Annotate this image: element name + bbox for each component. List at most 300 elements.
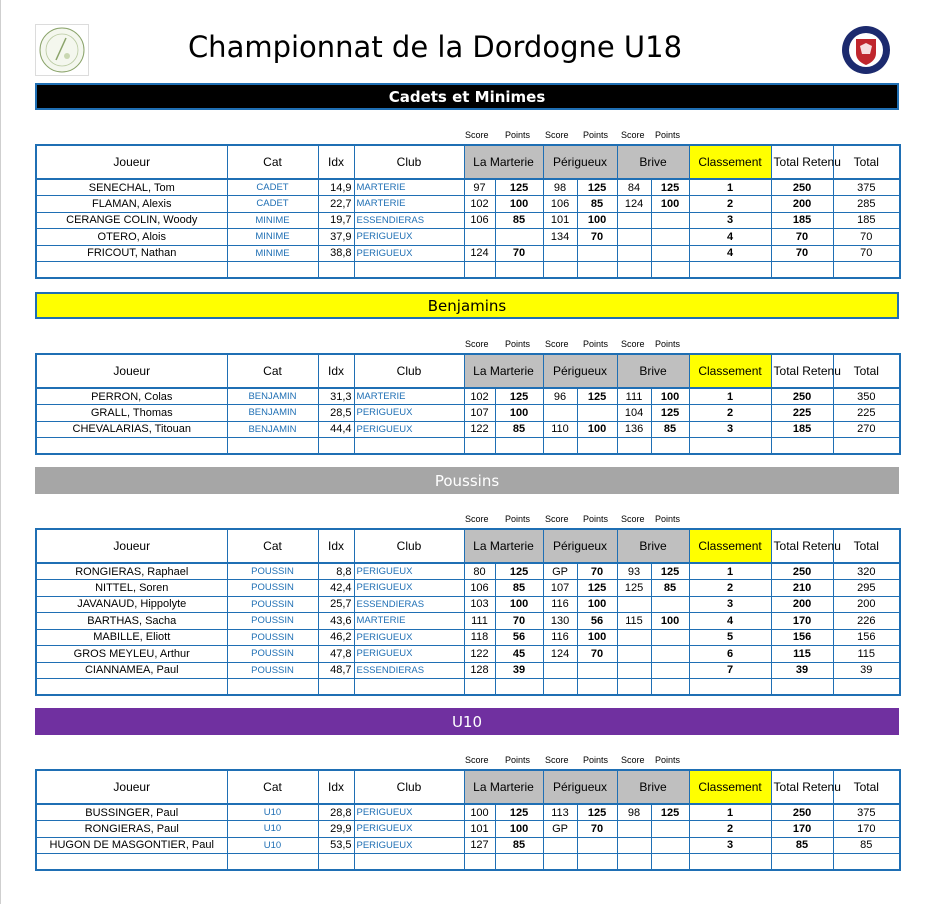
- cell-club: ESSENDIERAS: [354, 662, 464, 679]
- empty-cell: [495, 438, 543, 455]
- cell-index: 53,5: [318, 837, 354, 854]
- column-header-venue1: La Marterie: [464, 770, 543, 804]
- column-header-idx: Idx: [318, 145, 354, 179]
- cell-category: CADET: [227, 179, 318, 196]
- empty-cell: [833, 438, 900, 455]
- cell-total: 226: [833, 613, 900, 630]
- cell-perigueux-score: 116: [543, 629, 577, 646]
- empty-cell: [771, 679, 833, 696]
- table-row: [36, 196, 900, 213]
- cell-marterie-points: 85: [495, 580, 543, 597]
- cell-perigueux-score: 134: [543, 229, 577, 246]
- cell-marterie-points: 100: [495, 821, 543, 838]
- column-header-venue2: Périgueux: [543, 145, 617, 179]
- cell-perigueux-score: [543, 662, 577, 679]
- cell-marterie-points: 100: [495, 196, 543, 213]
- cell-total-retained: 156: [771, 629, 833, 646]
- cell-club: PERIGUEUX: [354, 580, 464, 597]
- cell-player-name: MABILLE, Eliott: [36, 629, 227, 646]
- cell-category: POUSSIN: [227, 662, 318, 679]
- cell-perigueux-score: 130: [543, 613, 577, 630]
- cell-ranking: 3: [689, 421, 771, 438]
- cell-total: 375: [833, 179, 900, 196]
- cell-brive-points: [651, 596, 689, 613]
- table-row: [36, 837, 900, 854]
- table-row: [36, 212, 900, 229]
- empty-cell: [689, 679, 771, 696]
- column-header-classement: Classement: [689, 770, 771, 804]
- empty-cell: [651, 679, 689, 696]
- cell-club: PERIGUEUX: [354, 804, 464, 821]
- subheader-label: Score: [621, 339, 645, 349]
- empty-cell: [227, 438, 318, 455]
- empty-cell: [354, 262, 464, 279]
- empty-cell: [227, 262, 318, 279]
- cell-perigueux-score: [543, 245, 577, 262]
- cell-category: MINIME: [227, 212, 318, 229]
- cell-category: CADET: [227, 196, 318, 213]
- empty-cell: [651, 262, 689, 279]
- empty-cell: [36, 679, 227, 696]
- cell-perigueux-score: 98: [543, 179, 577, 196]
- cell-perigueux-score: [543, 837, 577, 854]
- empty-cell: [617, 679, 651, 696]
- cell-ranking: 6: [689, 646, 771, 663]
- table-row: [36, 662, 900, 679]
- empty-cell: [577, 438, 617, 455]
- column-header-idx: Idx: [318, 354, 354, 388]
- cell-index: 42,4: [318, 580, 354, 597]
- cell-marterie-points: 56: [495, 629, 543, 646]
- cell-total-retained: 210: [771, 580, 833, 597]
- table-row: [36, 388, 900, 405]
- column-header-joueur: Joueur: [36, 145, 227, 179]
- results-table: [35, 528, 901, 696]
- cell-perigueux-score: 116: [543, 596, 577, 613]
- cell-brive-score: 136: [617, 421, 651, 438]
- empty-cell: [771, 262, 833, 279]
- cell-marterie-points: [495, 229, 543, 246]
- table-row: [36, 245, 900, 262]
- cell-marterie-points: 85: [495, 837, 543, 854]
- column-header-venue3: Brive: [617, 145, 689, 179]
- empty-cell: [495, 679, 543, 696]
- cell-total: 70: [833, 245, 900, 262]
- cell-total-retained: 250: [771, 563, 833, 580]
- cell-player-name: OTERO, Alois: [36, 229, 227, 246]
- empty-cell: [354, 854, 464, 871]
- cell-total-retained: 200: [771, 196, 833, 213]
- empty-cell: [464, 262, 495, 279]
- cell-marterie-score: 80: [464, 563, 495, 580]
- results-table: [35, 769, 901, 871]
- cell-player-name: PERRON, Colas: [36, 388, 227, 405]
- cell-category: U10: [227, 821, 318, 838]
- column-header-club: Club: [354, 354, 464, 388]
- subheader-label: Score: [621, 130, 645, 140]
- cell-total-retained: 39: [771, 662, 833, 679]
- cell-perigueux-points: 85: [577, 196, 617, 213]
- cell-player-name: RONGIERAS, Raphael: [36, 563, 227, 580]
- cell-player-name: BARTHAS, Sacha: [36, 613, 227, 630]
- subheader-label: Score: [545, 130, 569, 140]
- cell-player-name: FRICOUT, Nathan: [36, 245, 227, 262]
- cell-total: 115: [833, 646, 900, 663]
- cell-brive-score: 93: [617, 563, 651, 580]
- cell-marterie-score: 118: [464, 629, 495, 646]
- cell-club: ESSENDIERAS: [354, 212, 464, 229]
- empty-cell: [318, 262, 354, 279]
- cell-perigueux-points: [577, 405, 617, 422]
- cell-total: 375: [833, 804, 900, 821]
- cell-category: POUSSIN: [227, 580, 318, 597]
- column-header-venue3: Brive: [617, 354, 689, 388]
- subheader-label: Points: [583, 130, 609, 140]
- empty-cell: [227, 679, 318, 696]
- results-table: [35, 144, 901, 279]
- column-header-cat: Cat: [227, 529, 318, 563]
- cell-category: POUSSIN: [227, 613, 318, 630]
- cell-total: 225: [833, 405, 900, 422]
- cell-marterie-score: 100: [464, 804, 495, 821]
- cell-index: 43,6: [318, 613, 354, 630]
- subheader-label: Score: [545, 339, 569, 349]
- cell-brive-score: 98: [617, 804, 651, 821]
- section-0: [35, 83, 899, 279]
- empty-row: [36, 438, 900, 455]
- cell-total: 200: [833, 596, 900, 613]
- section-3: [35, 708, 899, 871]
- column-header-classement: Classement: [689, 145, 771, 179]
- cell-marterie-score: 127: [464, 837, 495, 854]
- table-row: [36, 580, 900, 597]
- cell-perigueux-points: 125: [577, 580, 617, 597]
- empty-cell: [318, 854, 354, 871]
- cell-category: POUSSIN: [227, 629, 318, 646]
- column-header-venue2: Périgueux: [543, 770, 617, 804]
- cell-brive-points: [651, 821, 689, 838]
- subheader-label: Points: [655, 755, 681, 765]
- column-header-club: Club: [354, 145, 464, 179]
- empty-cell: [464, 854, 495, 871]
- empty-cell: [833, 854, 900, 871]
- section-banner: Poussins: [35, 467, 899, 494]
- cell-index: 44,4: [318, 421, 354, 438]
- cell-perigueux-points: 125: [577, 804, 617, 821]
- cell-brive-points: 100: [651, 388, 689, 405]
- column-header-total: Total: [833, 354, 900, 388]
- cell-player-name: CERANGE COLIN, Woody: [36, 212, 227, 229]
- cell-perigueux-points: [577, 837, 617, 854]
- cell-total-retained: 200: [771, 596, 833, 613]
- cell-club: PERIGUEUX: [354, 245, 464, 262]
- cell-total: 39: [833, 662, 900, 679]
- cell-brive-points: [651, 245, 689, 262]
- empty-cell: [318, 679, 354, 696]
- cell-category: POUSSIN: [227, 646, 318, 663]
- cell-club: PERIGUEUX: [354, 821, 464, 838]
- cell-perigueux-points: 100: [577, 421, 617, 438]
- cell-index: 28,5: [318, 405, 354, 422]
- cell-total: 70: [833, 229, 900, 246]
- column-header-total-retenu: Total Retenu: [771, 354, 833, 388]
- section-banner: Cadets et Minimes: [35, 83, 899, 110]
- cell-brive-points: 85: [651, 580, 689, 597]
- column-header-idx: Idx: [318, 529, 354, 563]
- cell-category: BENJAMIN: [227, 388, 318, 405]
- cell-ranking: 2: [689, 580, 771, 597]
- empty-cell: [617, 854, 651, 871]
- cell-player-name: SENECHAL, Tom: [36, 179, 227, 196]
- cell-perigueux-points: 56: [577, 613, 617, 630]
- cell-club: PERIGUEUX: [354, 405, 464, 422]
- column-header-venue2: Périgueux: [543, 354, 617, 388]
- cell-total: 320: [833, 563, 900, 580]
- cell-perigueux-score: 101: [543, 212, 577, 229]
- table-row: [36, 596, 900, 613]
- cell-club: ESSENDIERAS: [354, 596, 464, 613]
- cell-marterie-points: 100: [495, 596, 543, 613]
- cell-category: MINIME: [227, 245, 318, 262]
- cell-club: PERIGUEUX: [354, 563, 464, 580]
- empty-cell: [464, 679, 495, 696]
- empty-cell: [617, 438, 651, 455]
- cell-perigueux-points: 125: [577, 388, 617, 405]
- cell-ranking: 2: [689, 821, 771, 838]
- cell-ranking: 2: [689, 405, 771, 422]
- cell-total-retained: 185: [771, 212, 833, 229]
- column-header-idx: Idx: [318, 770, 354, 804]
- cell-total: 285: [833, 196, 900, 213]
- cell-total: 350: [833, 388, 900, 405]
- cell-marterie-points: 85: [495, 212, 543, 229]
- subheader-label: Score: [465, 339, 489, 349]
- empty-cell: [689, 262, 771, 279]
- empty-cell: [543, 854, 577, 871]
- results-table: [35, 353, 901, 455]
- cell-index: 31,3: [318, 388, 354, 405]
- cell-ranking: 2: [689, 196, 771, 213]
- cell-marterie-points: 45: [495, 646, 543, 663]
- cell-ranking: 7: [689, 662, 771, 679]
- column-header-total-retenu: Total Retenu: [771, 145, 833, 179]
- column-header-cat: Cat: [227, 354, 318, 388]
- score-points-subheader: [35, 514, 899, 528]
- column-header-classement: Classement: [689, 529, 771, 563]
- cell-marterie-points: 125: [495, 388, 543, 405]
- empty-cell: [543, 262, 577, 279]
- cell-total: 170: [833, 821, 900, 838]
- subheader-label: Score: [621, 755, 645, 765]
- cell-marterie-score: 103: [464, 596, 495, 613]
- column-header-venue1: La Marterie: [464, 529, 543, 563]
- empty-cell: [354, 438, 464, 455]
- cell-total-retained: 115: [771, 646, 833, 663]
- cell-brive-points: [651, 629, 689, 646]
- column-header-club: Club: [354, 529, 464, 563]
- cell-total: 85: [833, 837, 900, 854]
- empty-row: [36, 262, 900, 279]
- header-row: [36, 529, 900, 563]
- cell-index: 46,2: [318, 629, 354, 646]
- empty-cell: [651, 854, 689, 871]
- cell-total: 270: [833, 421, 900, 438]
- score-points-subheader: [35, 130, 899, 144]
- cell-marterie-points: 70: [495, 245, 543, 262]
- cell-brive-score: 115: [617, 613, 651, 630]
- cell-brive-score: [617, 245, 651, 262]
- column-header-venue2: Périgueux: [543, 529, 617, 563]
- table-row: [36, 629, 900, 646]
- column-header-venue3: Brive: [617, 529, 689, 563]
- cell-marterie-score: 124: [464, 245, 495, 262]
- empty-cell: [771, 438, 833, 455]
- column-header-joueur: Joueur: [36, 354, 227, 388]
- cell-total-retained: 170: [771, 613, 833, 630]
- cell-club: MARTERIE: [354, 613, 464, 630]
- cell-category: BENJAMIN: [227, 421, 318, 438]
- empty-cell: [833, 262, 900, 279]
- cell-marterie-points: 70: [495, 613, 543, 630]
- cell-marterie-score: 102: [464, 196, 495, 213]
- column-header-total-retenu: Total Retenu: [771, 770, 833, 804]
- empty-row: [36, 679, 900, 696]
- cell-player-name: CIANNAMEA, Paul: [36, 662, 227, 679]
- empty-cell: [543, 679, 577, 696]
- cell-total-retained: 170: [771, 821, 833, 838]
- cell-ranking: 3: [689, 837, 771, 854]
- cell-ranking: 1: [689, 563, 771, 580]
- cell-total-retained: 70: [771, 229, 833, 246]
- cell-perigueux-score: 110: [543, 421, 577, 438]
- table-row: [36, 229, 900, 246]
- cell-brive-score: 111: [617, 388, 651, 405]
- column-header-club: Club: [354, 770, 464, 804]
- cell-marterie-points: 100: [495, 405, 543, 422]
- empty-row: [36, 854, 900, 871]
- cell-player-name: FLAMAN, Alexis: [36, 196, 227, 213]
- column-header-joueur: Joueur: [36, 770, 227, 804]
- cell-brive-points: 125: [651, 179, 689, 196]
- subheader-label: Points: [655, 130, 681, 140]
- subheader-label: Points: [505, 755, 531, 765]
- score-points-subheader: [35, 339, 899, 353]
- subheader-label: Points: [583, 339, 609, 349]
- cell-perigueux-points: 70: [577, 229, 617, 246]
- cell-ranking: 3: [689, 212, 771, 229]
- table-row: [36, 421, 900, 438]
- cell-category: U10: [227, 804, 318, 821]
- cell-total: 185: [833, 212, 900, 229]
- cell-marterie-score: 107: [464, 405, 495, 422]
- cell-marterie-score: 122: [464, 646, 495, 663]
- cell-category: BENJAMIN: [227, 405, 318, 422]
- cell-player-name: JAVANAUD, Hippolyte: [36, 596, 227, 613]
- column-header-cat: Cat: [227, 770, 318, 804]
- cell-club: PERIGUEUX: [354, 421, 464, 438]
- column-header-classement: Classement: [689, 354, 771, 388]
- empty-cell: [354, 679, 464, 696]
- cell-brive-score: [617, 662, 651, 679]
- table-row: [36, 405, 900, 422]
- cell-index: 37,9: [318, 229, 354, 246]
- cell-ranking: 4: [689, 613, 771, 630]
- empty-cell: [36, 438, 227, 455]
- cell-perigueux-points: [577, 662, 617, 679]
- cell-ranking: 1: [689, 804, 771, 821]
- cell-index: 19,7: [318, 212, 354, 229]
- cell-marterie-score: 122: [464, 421, 495, 438]
- header-row: [36, 354, 900, 388]
- cell-category: POUSSIN: [227, 563, 318, 580]
- cell-ranking: 4: [689, 229, 771, 246]
- cell-club: PERIGUEUX: [354, 229, 464, 246]
- column-header-cat: Cat: [227, 145, 318, 179]
- cell-perigueux-score: 124: [543, 646, 577, 663]
- empty-cell: [689, 854, 771, 871]
- column-header-total: Total: [833, 770, 900, 804]
- empty-cell: [318, 438, 354, 455]
- subheader-label: Points: [655, 514, 681, 524]
- cell-perigueux-points: 100: [577, 629, 617, 646]
- cell-index: 14,9: [318, 179, 354, 196]
- cell-marterie-score: 101: [464, 821, 495, 838]
- cell-perigueux-score: GP: [543, 821, 577, 838]
- cell-perigueux-score: 96: [543, 388, 577, 405]
- cell-brive-score: [617, 629, 651, 646]
- cell-brive-points: 125: [651, 405, 689, 422]
- cell-marterie-score: [464, 229, 495, 246]
- cell-perigueux-score: 107: [543, 580, 577, 597]
- cell-club: PERIGUEUX: [354, 646, 464, 663]
- cell-brive-score: 104: [617, 405, 651, 422]
- cell-perigueux-points: 125: [577, 179, 617, 196]
- cell-index: 29,9: [318, 821, 354, 838]
- column-header-joueur: Joueur: [36, 529, 227, 563]
- column-header-total: Total: [833, 529, 900, 563]
- cell-brive-score: [617, 646, 651, 663]
- subheader-label: Points: [505, 130, 531, 140]
- cell-category: U10: [227, 837, 318, 854]
- cell-player-name: GRALL, Thomas: [36, 405, 227, 422]
- table-row: [36, 646, 900, 663]
- cell-player-name: CHEVALARIAS, Titouan: [36, 421, 227, 438]
- cell-brive-points: [651, 837, 689, 854]
- empty-cell: [771, 854, 833, 871]
- cell-total-retained: 250: [771, 804, 833, 821]
- column-header-total-retenu: Total Retenu: [771, 529, 833, 563]
- committee-shield-logo-icon: [839, 24, 893, 76]
- empty-cell: [577, 854, 617, 871]
- cell-brive-points: 100: [651, 196, 689, 213]
- subheader-label: Score: [465, 514, 489, 524]
- cell-brive-score: 84: [617, 179, 651, 196]
- subheader-label: Points: [583, 755, 609, 765]
- cell-marterie-score: 106: [464, 580, 495, 597]
- cell-perigueux-points: 100: [577, 212, 617, 229]
- column-header-venue3: Brive: [617, 770, 689, 804]
- page-title: Championnat de la Dordogne U18: [187, 30, 683, 64]
- subheader-label: Points: [505, 339, 531, 349]
- subheader-label: Score: [465, 130, 489, 140]
- empty-cell: [36, 854, 227, 871]
- cell-index: 25,7: [318, 596, 354, 613]
- empty-cell: [833, 679, 900, 696]
- cell-brive-score: [617, 229, 651, 246]
- cell-total-retained: 225: [771, 405, 833, 422]
- cell-ranking: 1: [689, 179, 771, 196]
- empty-cell: [617, 262, 651, 279]
